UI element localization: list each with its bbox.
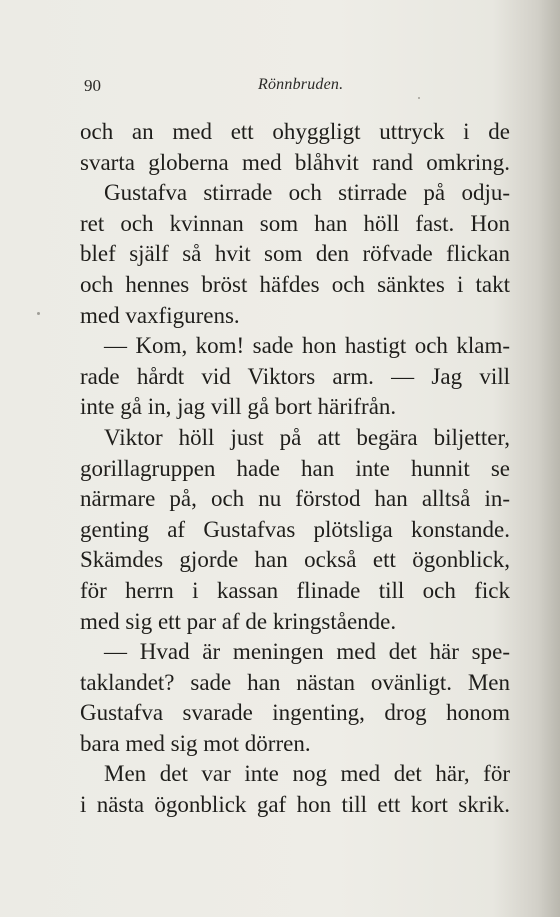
- text-line: inte gå in, jag vill gå bort härifrån.: [80, 394, 397, 420]
- paragraph: [80, 759, 510, 820]
- text-line: genting af Gustafvas plötsliga konstande.: [80, 516, 510, 542]
- paragraph: [80, 637, 510, 759]
- text-line: Gustafva svarade ingenting, drog honom: [80, 700, 510, 726]
- text-line: Men det var inte nog med det här, för: [104, 761, 510, 787]
- text-line: för herrn i kassan flinade till och fick: [80, 577, 510, 603]
- page-header: [80, 76, 508, 100]
- text-line: och hennes bröst häfdes och sänktes i takt: [80, 271, 510, 297]
- text-line: Gustafva stirrade och stirrade på odju-: [104, 180, 510, 206]
- running-title: Rönnbruden.: [258, 76, 344, 93]
- text-line: Skämdes gjorde han också ett ögonblick,: [80, 547, 510, 573]
- text-line: och an med ett ohyggligt uttryck i de: [80, 119, 510, 144]
- text-line: ret och kvinnan som han höll fast. Hon: [80, 210, 510, 236]
- text-line: Viktor höll just på att begära biljetter,: [104, 424, 510, 450]
- body-text: [80, 117, 510, 821]
- paper-speck: [418, 97, 420, 99]
- paragraph: [80, 178, 510, 331]
- text-line: bara med sig mot dörren.: [80, 730, 311, 756]
- paper-speck: [37, 312, 40, 315]
- text-line: med sig ett par af de kringstående.: [80, 608, 397, 634]
- text-line: blef själf så hvit som den röfvade flickan: [80, 241, 510, 267]
- paragraph: [80, 331, 510, 423]
- paragraph: [80, 117, 510, 178]
- text-line: — Hvad är meningen med det här spe-: [104, 639, 510, 665]
- paragraph: [80, 423, 510, 637]
- text-line: — Kom, kom! sade hon hastigt och klam-: [104, 333, 510, 359]
- text-line: med vaxfigurens.: [80, 302, 240, 328]
- text-line: i nästa ögonblick gaf hon till ett kort skrik.: [80, 792, 510, 818]
- page-number: 90: [84, 76, 101, 95]
- text-line: taklandet? sade han nästan ovänligt. Men: [80, 669, 510, 695]
- text-line: svarta globerna med blåhvit rand omkring.: [80, 149, 510, 175]
- text-line: rade hårdt vid Viktors arm. — Jag vill: [80, 363, 510, 389]
- text-line: gorillagruppen hade han inte hunnit se: [80, 455, 510, 481]
- text-line: närmare på, och nu förstod han alltså in-: [80, 486, 510, 512]
